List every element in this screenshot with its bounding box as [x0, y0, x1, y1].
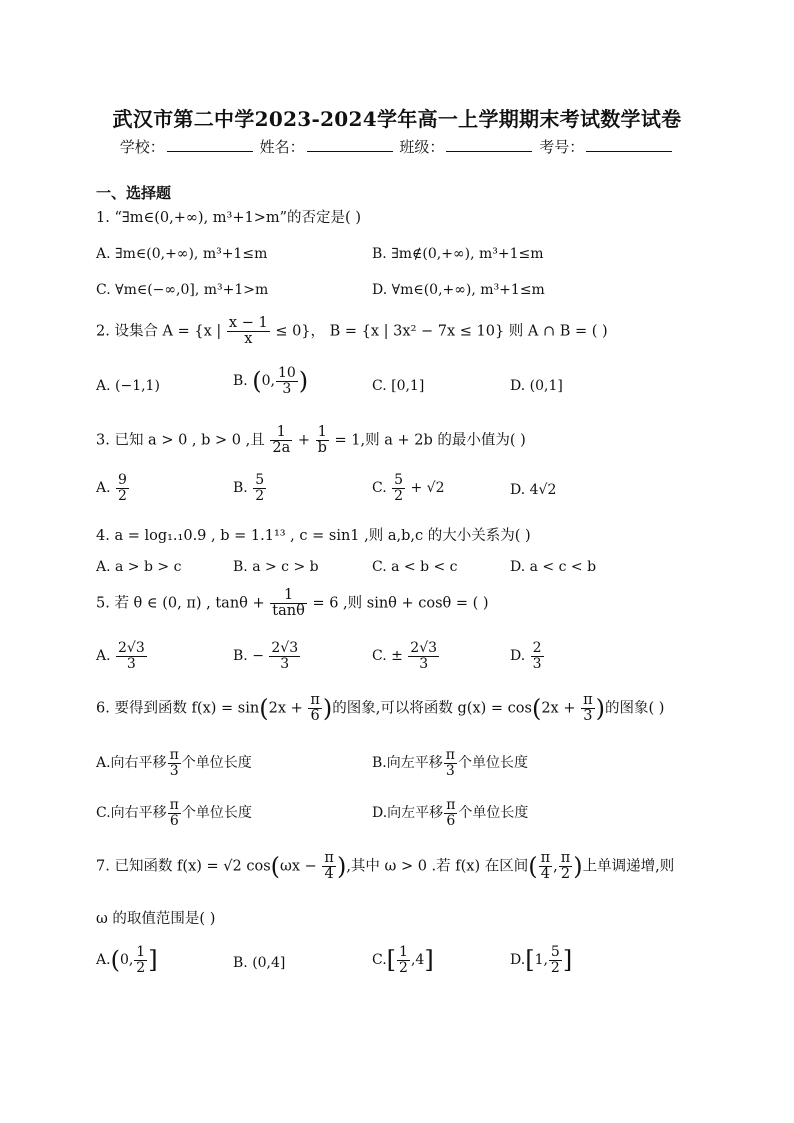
numerator: 1	[270, 425, 292, 441]
numerator: 1	[316, 425, 329, 441]
inner-text: 2x +	[541, 700, 576, 717]
q1-option-a[interactable]: A. ∃m∈(0,+∞), m³+1≤m	[96, 246, 268, 262]
denominator: 2	[136, 959, 146, 976]
q4-option-b[interactable]: B. a > c > b	[233, 559, 319, 575]
question-text: 若 θ ∈ (0, π) , tanθ +	[114, 595, 265, 612]
fraction	[116, 473, 129, 503]
option-label: A.	[96, 648, 111, 665]
q7-option-b[interactable]: B. (0,4]	[233, 955, 286, 971]
q3-option-c[interactable]	[372, 473, 445, 503]
left-paren: (	[252, 367, 262, 396]
question-text: = 6 ,则 sinθ + cosθ = ( )	[312, 595, 489, 612]
option-text: 个单位长度	[458, 805, 529, 822]
option-text: 个单位长度	[457, 755, 528, 772]
fraction	[549, 945, 562, 975]
fraction	[168, 748, 181, 778]
right-bracket: ]	[148, 946, 158, 975]
question-text: 已知函数 f(x) = √2 cos	[114, 858, 271, 875]
question-number: 4.	[96, 528, 110, 544]
option-label: D.	[510, 648, 526, 665]
q7-option-c[interactable]	[372, 945, 434, 975]
option-label: C. ±	[372, 648, 403, 665]
question-text: 的图象( )	[605, 700, 665, 717]
q2-option-d[interactable]: D. (0,1]	[510, 378, 563, 394]
question-text: a = log₁.₁0.9 , b = 1.1¹³ , c = sin1 ,则 a,b,c 的大小关系为( )	[114, 528, 531, 544]
question-4-stem	[96, 524, 531, 545]
question-text: 的图象,可以将函数 g(x) = cos	[332, 700, 532, 717]
numerator: 2	[532, 640, 542, 656]
option-label: B.	[233, 480, 248, 497]
q3-option-b[interactable]	[233, 473, 267, 503]
numerator: π	[445, 747, 455, 763]
numerator: π	[169, 797, 179, 813]
question-text: 设集合 A = {x |	[114, 323, 222, 340]
option-label: C.向右平移	[96, 805, 167, 822]
fraction	[408, 641, 439, 671]
numerator: π	[169, 747, 179, 763]
name-label: 姓名：	[259, 138, 305, 156]
numerator: π	[540, 850, 551, 866]
numerator: 5	[550, 944, 560, 960]
question-text: 上单调递增,则	[582, 858, 675, 875]
option-label: C.	[372, 952, 387, 969]
denominator: 3	[583, 708, 593, 725]
option-text: 0,	[119, 952, 134, 969]
numerator: π	[324, 850, 334, 866]
fraction	[316, 425, 329, 456]
right-paren: )	[322, 694, 333, 723]
q5-option-c[interactable]	[372, 641, 440, 671]
option-label: D.	[510, 952, 526, 969]
fraction	[397, 945, 410, 975]
q6-option-a[interactable]	[96, 748, 252, 778]
denominator: 2	[550, 959, 560, 976]
q5-option-d[interactable]	[510, 641, 545, 671]
denominator: 6	[169, 812, 179, 829]
question-text: “∃m∈(0,+∞), m³+1>m”的否定是( )	[114, 210, 361, 226]
fraction	[322, 851, 336, 882]
q1-option-c[interactable]: C. ∀m∈(−∞,0], m³+1>m	[96, 282, 269, 298]
question-number: 6.	[96, 700, 110, 717]
left-paren: (	[259, 694, 269, 723]
student-info-line	[0, 136, 794, 157]
left-bracket: [	[525, 946, 535, 975]
fraction	[276, 366, 298, 396]
numerator: π	[583, 692, 593, 708]
fraction	[444, 748, 457, 778]
q4-option-c[interactable]: C. a < b < c	[372, 559, 458, 575]
question-7-stem-line2: ω 的取值范围是( )	[96, 911, 216, 927]
denominator: 2	[560, 866, 571, 883]
question-text: 已知 a > 0 , b > 0 ,且	[114, 432, 265, 449]
right-bracket: ]	[424, 946, 434, 975]
question-text: ,其中 ω > 0 .若 f(x) 在区间	[346, 858, 529, 875]
denominator: b	[317, 440, 327, 457]
question-5-stem	[96, 588, 489, 619]
numerator: x − 1	[228, 315, 268, 331]
fraction	[116, 641, 147, 671]
fraction	[308, 693, 322, 724]
denominator: 3	[445, 762, 455, 779]
school-blank[interactable]	[167, 139, 253, 152]
denominator: 2a	[272, 440, 291, 457]
fraction	[269, 641, 300, 671]
q3-option-d[interactable]: D. 4√2	[510, 482, 557, 498]
fraction	[227, 316, 270, 347]
question-text: = 1,则 a + 2b 的最小值为( )	[334, 432, 526, 449]
option-text: 个单位长度	[181, 755, 252, 772]
denominator: 2	[394, 487, 404, 504]
denominator: 3	[282, 380, 292, 397]
inner-text: ωx −	[280, 858, 317, 875]
option-label: A.	[96, 480, 111, 497]
question-text: ≤ 0}， B = {x | 3x² − 7x ≤ 10} 则 A ∩ B = ( )	[275, 323, 608, 340]
q6-option-c[interactable]	[96, 798, 252, 828]
q1-option-b[interactable]: B. ∃m∉(0,+∞), m³+1≤m	[372, 246, 544, 262]
q2-option-c[interactable]: C. [0,1]	[372, 378, 425, 394]
right-paren: )	[573, 852, 583, 881]
section-heading: 一、选择题	[96, 184, 172, 202]
question-number: 1.	[96, 210, 110, 226]
denominator: 6	[310, 708, 320, 725]
option-text: ,4	[410, 952, 425, 969]
fraction	[559, 851, 573, 882]
numerator: 5	[394, 472, 404, 488]
denominator: 6	[446, 812, 456, 829]
number-label: 考号：	[539, 138, 585, 156]
fraction	[134, 945, 147, 975]
option-label: B.向左平移	[372, 755, 443, 772]
left-paren: (	[110, 946, 120, 975]
name-blank[interactable]	[307, 139, 393, 152]
q4-option-d[interactable]: D. a < c < b	[510, 559, 597, 575]
inner-text: 2x +	[268, 700, 303, 717]
option-label: A.	[96, 952, 111, 969]
question-2-stem	[96, 316, 608, 347]
q6-option-b[interactable]	[372, 748, 528, 778]
q7-option-d[interactable]	[510, 945, 572, 975]
denominator: 3	[126, 655, 136, 672]
numerator: 2√3	[410, 640, 438, 656]
numerator: 2√3	[118, 640, 145, 656]
q2-option-b[interactable]	[233, 366, 308, 396]
denominator: 3	[419, 655, 429, 672]
question-number: 7.	[96, 858, 110, 875]
q5-option-b[interactable]	[233, 641, 301, 671]
option-label: B. −	[233, 648, 264, 665]
option-text: 个单位长度	[181, 805, 252, 822]
denominator: 4	[324, 866, 334, 883]
option-text: + √2	[410, 480, 445, 497]
option-text: 1,	[534, 952, 548, 969]
question-6-stem	[96, 693, 664, 724]
left-paren: (	[270, 852, 281, 881]
numerator: π	[310, 692, 320, 708]
numerator: 2√3	[271, 640, 299, 656]
fraction	[531, 641, 544, 671]
numerator: 1	[399, 944, 408, 960]
question-1-stem	[96, 206, 361, 227]
question-number: 5.	[96, 595, 110, 612]
question-7-stem: 7. 已知函数 f(x) = √2 cos(ωx − $\frac{\pi}{4}$ ),其中 ω > 0 .若 f(x) 在区间( $\frac{\pi}{4}$ , $\frac{\pi}{2}$ )上单调递增,则	[96, 850, 675, 883]
question-3-stem	[96, 425, 526, 456]
option-label: C.	[372, 480, 387, 497]
fraction	[168, 798, 181, 828]
class-label: 班级：	[399, 138, 445, 156]
fraction	[270, 588, 307, 619]
q2-option-a[interactable]: A. (−1,1)	[96, 378, 160, 394]
q1-option-d[interactable]: D. ∀m∈(0,+∞), m³+1≤m	[372, 282, 545, 298]
numerator: 1	[136, 944, 146, 960]
numerator: 1	[270, 588, 307, 604]
q3-option-a[interactable]	[96, 473, 130, 503]
q4-option-a[interactable]: A. a > b > c	[96, 559, 182, 575]
question-number: 2.	[96, 323, 110, 340]
denominator: 4	[540, 866, 550, 883]
right-bracket: ]	[562, 946, 573, 975]
plus-sign: +	[297, 432, 310, 449]
question-number: 3.	[96, 432, 110, 449]
fraction	[392, 473, 405, 503]
school-label: 学校：	[119, 138, 165, 156]
q7-option-a[interactable]	[96, 945, 158, 975]
fraction	[581, 693, 595, 724]
left-paren: (	[528, 852, 538, 881]
denominator: 3	[169, 762, 179, 779]
fraction	[539, 851, 553, 882]
denominator: 3	[280, 655, 290, 672]
fraction	[253, 473, 266, 503]
option-text: 0,	[261, 373, 275, 390]
fraction	[444, 798, 457, 828]
denominator: 2	[399, 959, 408, 976]
page-title: 武汉市第二中学2023-2024学年高一上学期期末考试数学试卷	[112, 107, 682, 131]
denominator: x	[244, 331, 253, 348]
q6-option-d[interactable]	[372, 798, 528, 828]
q5-option-a[interactable]	[96, 641, 148, 671]
numerator: 5	[255, 472, 265, 488]
denominator: 2	[255, 487, 265, 504]
number-blank[interactable]	[586, 139, 672, 152]
right-paren: )	[336, 852, 347, 881]
numerator: 9	[118, 472, 127, 488]
class-blank[interactable]	[446, 139, 532, 152]
option-label: D.向左平移	[372, 805, 444, 822]
right-paren: )	[595, 694, 605, 723]
denominator: 3	[532, 655, 542, 672]
denominator: tanθ	[272, 603, 305, 620]
fraction	[270, 425, 292, 456]
option-label: B.	[233, 373, 248, 390]
right-paren: )	[298, 367, 309, 396]
numerator: π	[446, 797, 456, 813]
denominator: 2	[118, 487, 127, 504]
left-bracket: [	[386, 946, 397, 975]
question-text: 要得到函数 f(x) = sin	[114, 700, 260, 717]
option-label: A.向右平移	[96, 755, 167, 772]
numerator: π	[560, 850, 571, 866]
numerator: 10	[277, 365, 296, 381]
left-paren: (	[531, 694, 542, 723]
